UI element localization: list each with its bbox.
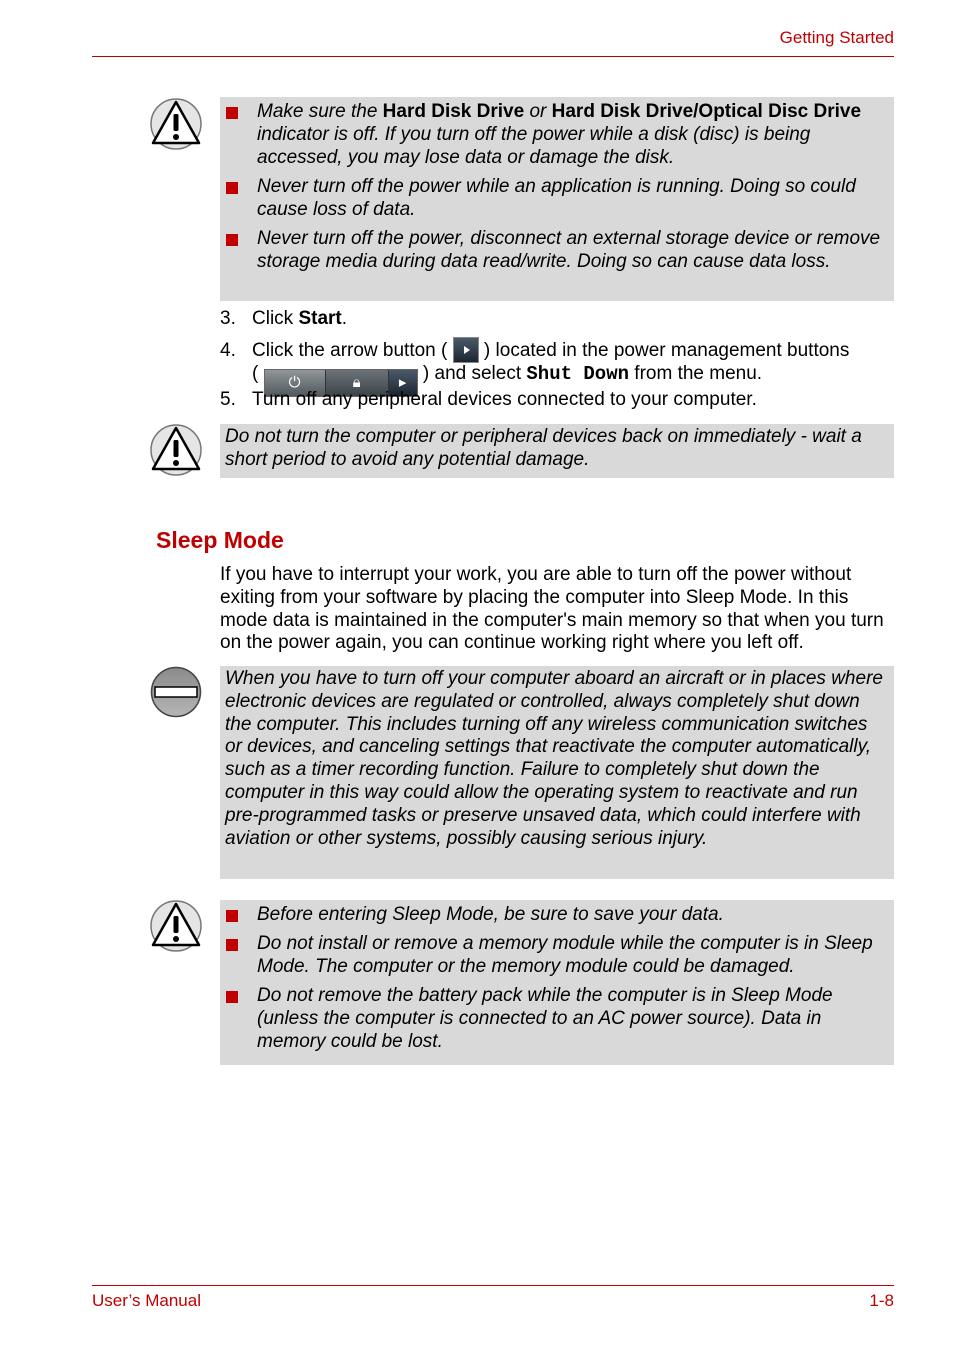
caution-item: Make sure the Hard Disk Drive or Hard Disk Drive/Optical Disc Drive indicator is off. If you turn off the power while a disk (disc) is being accessed, you may lose data or damage the disk.: [220, 101, 892, 169]
bullet-square: [226, 107, 238, 119]
caution-note-2: Do not turn the computer or peripheral devices back on immediately - wait a short period to avoid any potential damage.: [220, 424, 894, 478]
caution-icon: [150, 424, 202, 476]
prohibition-icon: [150, 666, 202, 718]
sleep-mode-paragraph: If you have to interrupt your work, you are able to turn off the power without exiting from your software by placing the computer into Sleep Mode. In this mode data is maintained in the computer's main memory so that when you turn on the power again, you can continue working right where you left off.: [220, 564, 884, 654]
footer-rule: [92, 1285, 894, 1286]
bullet-square: [226, 234, 238, 246]
caution-note-3: [220, 900, 894, 1065]
caution-icon: [150, 98, 202, 150]
caution-item: Do not install or remove a memory module while the computer is in Sleep Mode. The computer or the memory module could be damaged.: [220, 933, 892, 979]
bullet-square: [226, 182, 238, 194]
bullet-square: [226, 910, 238, 922]
section-title: Sleep Mode: [156, 527, 284, 553]
header-rule: [92, 56, 894, 57]
page-number: 1-8: [869, 1291, 894, 1310]
arrow-button-icon[interactable]: [453, 337, 479, 363]
arrow-icon[interactable]: ▸: [389, 370, 417, 396]
caution-note-1: [220, 97, 894, 301]
caution-item: Never turn off the power while an application is running. Doing so could cause loss of data.: [220, 176, 892, 222]
bullet-square: [226, 991, 238, 1003]
caution-icon: [150, 900, 202, 952]
power-icon[interactable]: ⏻: [265, 370, 326, 396]
lock-icon[interactable]: 🔒︎: [326, 370, 389, 396]
step-3: 3. Click Start.: [220, 308, 348, 329]
bullet-square: [226, 939, 238, 951]
caution-item: Before entering Sleep Mode, be sure to save your data.: [220, 904, 892, 927]
step-5: 5. Turn off any peripheral devices connected to your computer.: [220, 389, 757, 410]
caution-item: Do not remove the battery pack while the computer is in Sleep Mode (unless the computer is connected to an AC power source). Data in memory could be lost.: [220, 985, 892, 1053]
header-title: Getting Started: [779, 28, 894, 47]
caution-item: Never turn off the power, disconnect an external storage device or remove storage media during data read/write. Doing so can cause data loss.: [220, 228, 892, 274]
prohibition-note: When you have to turn off your computer aboard an aircraft or in places where electronic devices are regulated or controlled, always completely shut down the computer. This includes turning off any wireless communication switches or devices, and canceling settings that reactivate the computer automatically, such as a timer recording function. Failure to completely shut down the computer in this way could allow the operating system to reactivate and run pre-programmed tasks or preserve unsaved data, which could interfere with aviation or other systems, possibly causing serious injury.: [220, 666, 894, 879]
step-4: 4. Click the arrow button ( ) located in the power management buttons ( ⏻ 🔒︎ ▸ ) and select Shut Down from the menu.: [220, 337, 894, 397]
footer-manual-title: User’s Manual: [92, 1291, 201, 1310]
